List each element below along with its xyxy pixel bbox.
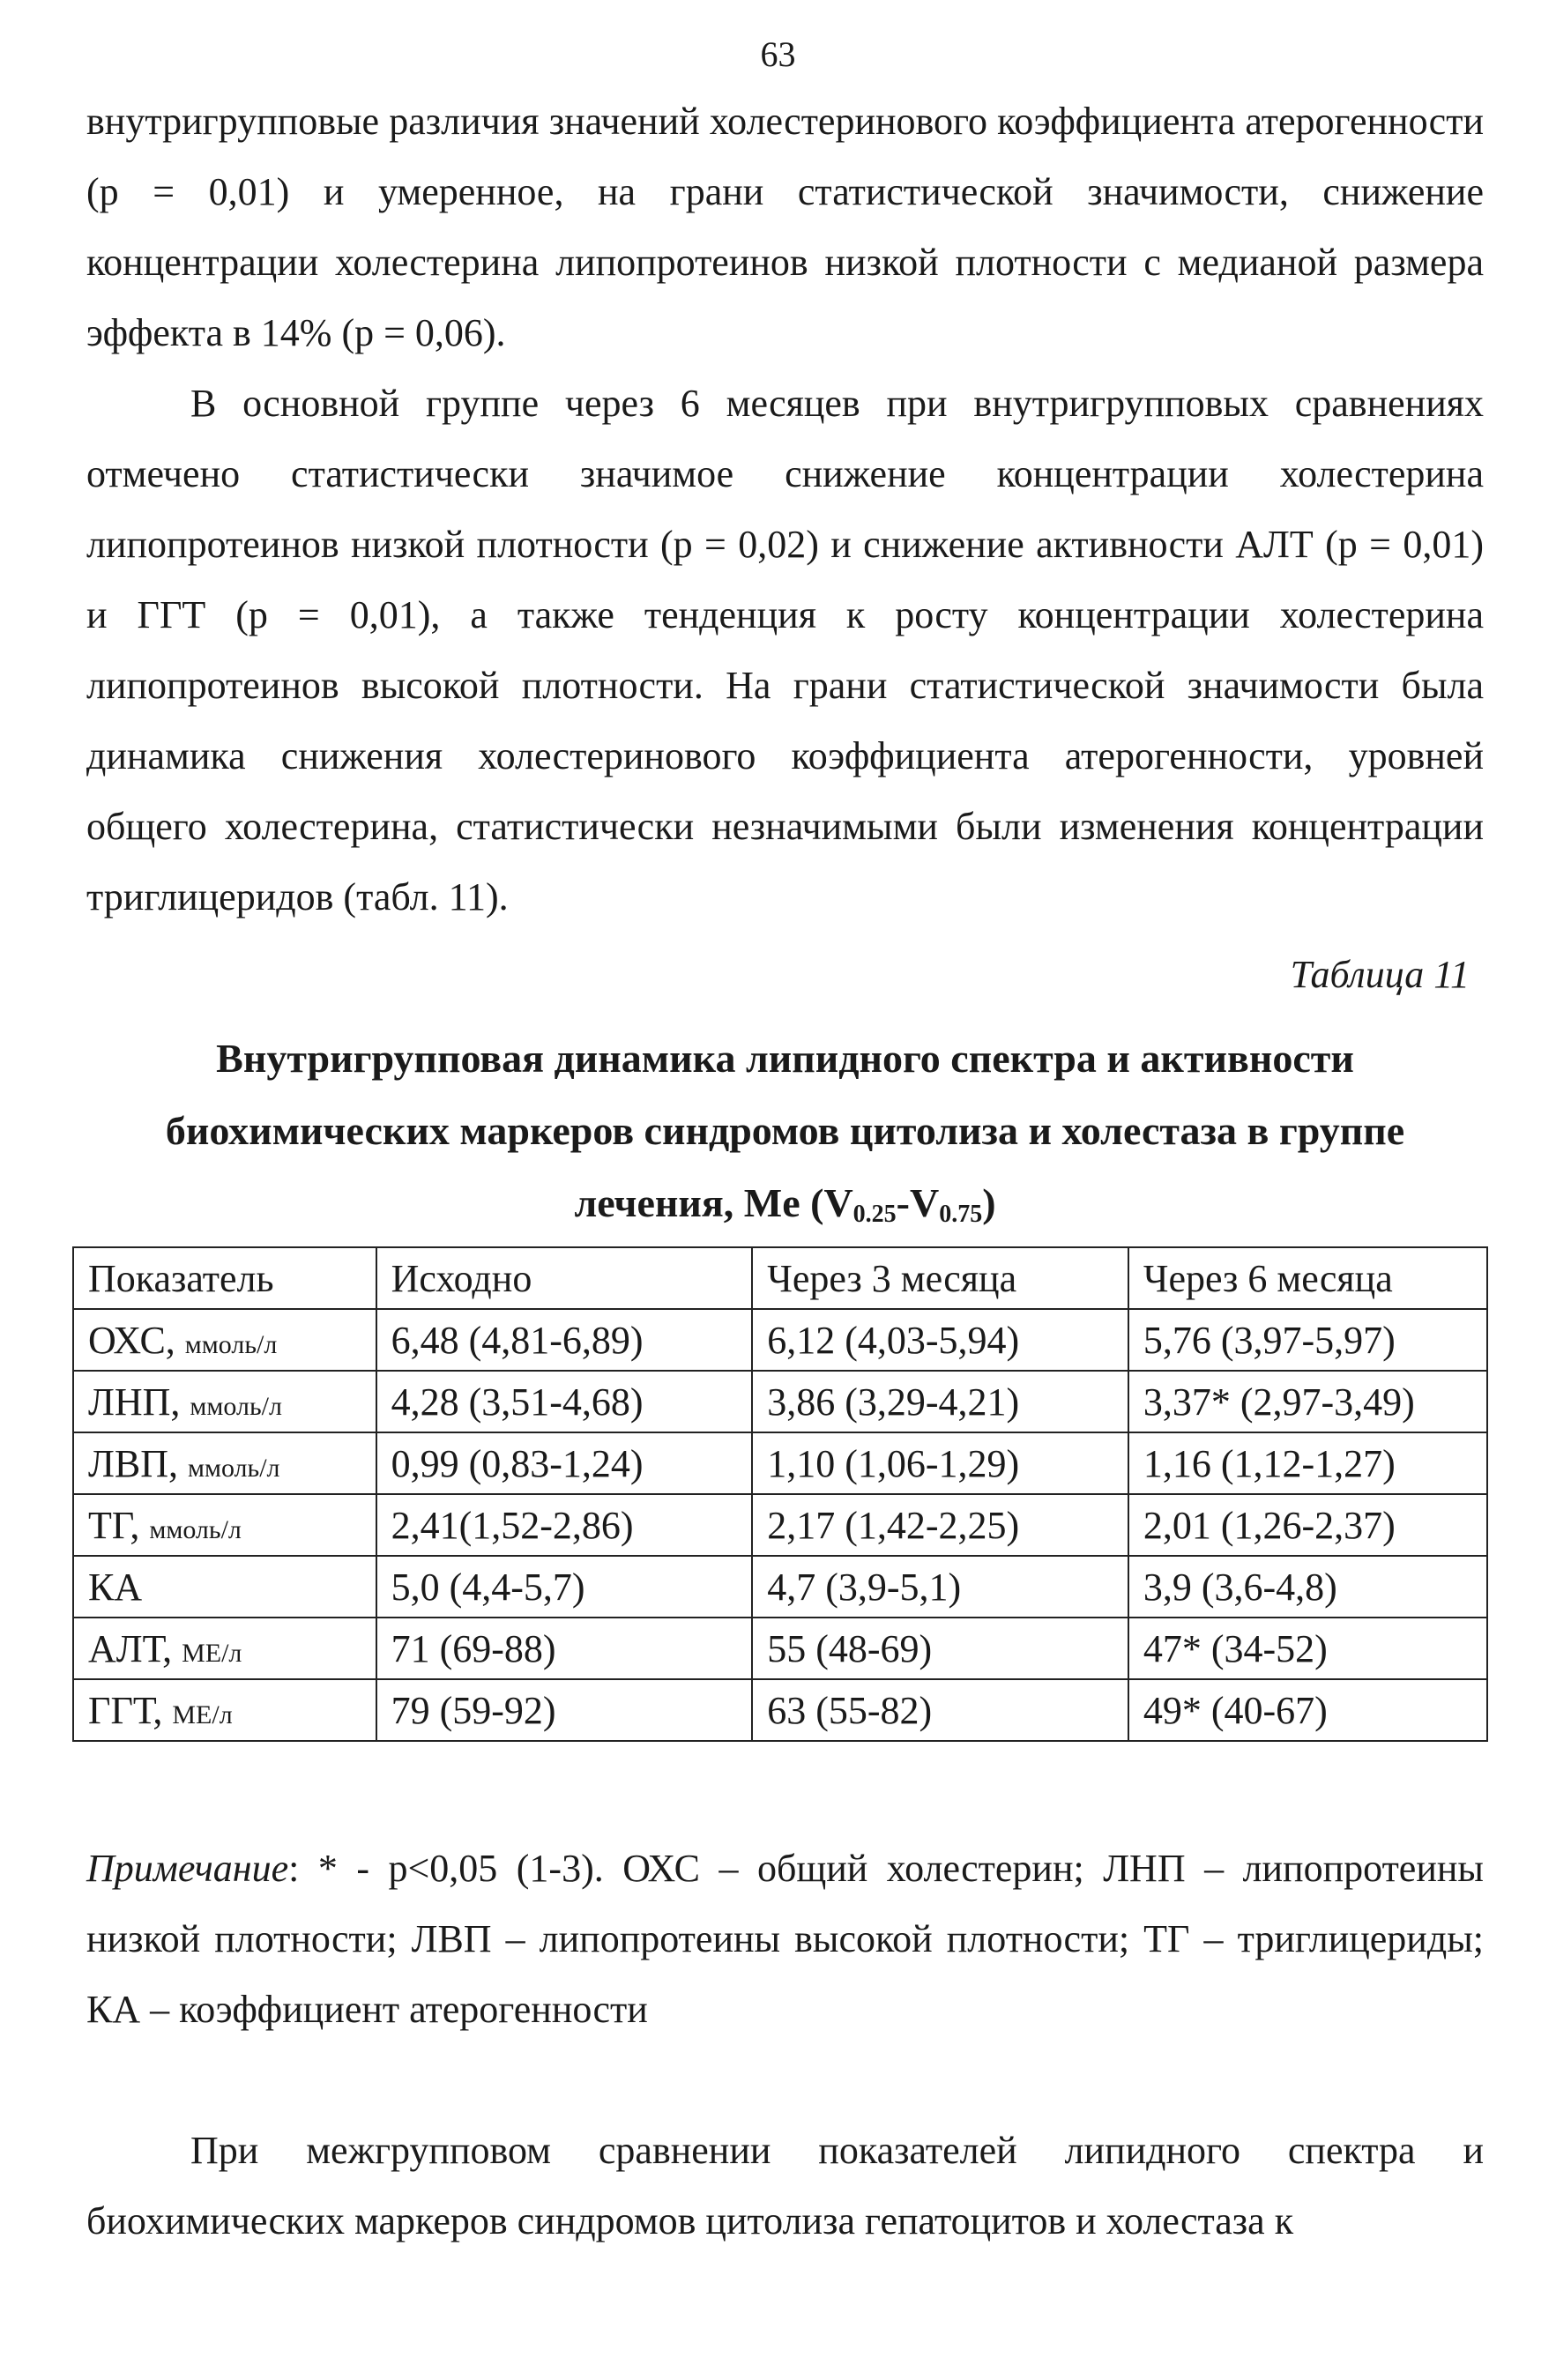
row-indicator [73, 1618, 376, 1679]
table-title-sub-2: 0.75 [939, 1201, 983, 1228]
row-indicator [73, 1556, 376, 1618]
indicator-unit: МЕ/л [182, 1638, 242, 1668]
cell-3-months: 55 (48-69) [752, 1618, 1128, 1679]
cell-baseline: 6,48 (4,81-6,89) [376, 1309, 753, 1371]
paragraph-2: В основной группе через 6 месяцев при внутригрупповых сравнениях отмечено статистически значимое снижение концентрации холестерина липопротеинов низкой плотности (р = 0,02) и снижение активности АЛТ (р = 0,01) и ГГТ (р = 0,01), а также тенденция к росту концентрации холестерина липопротеинов высокой плотности. На грани статистической значимости была динамика снижения холестеринового коэффициента атерогенности, уровней общего холестерина, статистически незначимыми были изменения концентрации триглицеридов (табл. 11). [86, 382, 1484, 919]
row-indicator [73, 1679, 376, 1741]
cell-3-months: 4,7 (3,9-5,1) [752, 1556, 1128, 1618]
indicator-unit: МЕ/л [172, 1699, 233, 1729]
table-note [86, 1833, 1484, 2045]
cell-6-months: 3,9 (3,6-4,8) [1128, 1556, 1487, 1618]
cell-baseline: 79 (59-92) [376, 1679, 753, 1741]
data-table [72, 1246, 1488, 1742]
table-title-sub-1: 0.25 [852, 1201, 897, 1228]
table-row [73, 1371, 1487, 1432]
indicator-name: ТГ, [88, 1503, 140, 1547]
note-label: Примечание [86, 1847, 289, 1890]
table-row [73, 1309, 1487, 1371]
note-text: : * - p<0,05 (1-3). ОХС – общий холестерин; ЛНП – липопротеины низкой плотности; ЛВП – липопротеины высокой плотности; ТГ – триглицериды; КА – коэффициент атерогенности [86, 1847, 1484, 2031]
table-header-row [73, 1247, 1487, 1309]
cell-baseline: 71 (69-88) [376, 1618, 753, 1679]
cell-3-months: 1,10 (1,06-1,29) [752, 1432, 1128, 1494]
table-row [73, 1494, 1487, 1556]
table-label: Таблица 11 [1290, 953, 1470, 996]
table-row [73, 1679, 1487, 1741]
cell-6-months: 1,16 (1,12-1,27) [1128, 1432, 1487, 1494]
indicator-name: ОХС, [88, 1318, 175, 1362]
paragraph-3: При межгрупповом сравнении показателей липидного спектра и биохимических маркеров синдромов цитолиза гепатоцитов и холестаза к [86, 2129, 1484, 2242]
cell-3-months: 2,17 (1,42-2,25) [752, 1494, 1128, 1556]
header-indicator: Показатель [73, 1247, 376, 1309]
row-indicator [73, 1371, 376, 1432]
header-baseline: Исходно [376, 1247, 753, 1309]
table-row [73, 1432, 1487, 1494]
table-title [86, 1023, 1484, 1251]
cell-baseline: 5,0 (4,4-5,7) [376, 1556, 753, 1618]
indicator-name: АЛТ, [88, 1626, 173, 1670]
indicator-name: ЛНП, [88, 1380, 181, 1424]
cell-baseline: 2,41(1,52-2,86) [376, 1494, 753, 1556]
indicator-name: ЛВП, [88, 1441, 178, 1485]
indicator-unit: ммоль/л [184, 1329, 278, 1359]
table-title-main: Внутригрупповая динамика липидного спектра и активности биохимических маркеров синдромов цитолиза и холестаза в группе лечения, Me (V [165, 1036, 1405, 1225]
cell-6-months: 3,37* (2,97-3,49) [1128, 1371, 1487, 1432]
cell-6-months: 2,01 (1,26-2,37) [1128, 1494, 1487, 1556]
cell-6-months: 49* (40-67) [1128, 1679, 1487, 1741]
indicator-name: КА [88, 1565, 143, 1609]
row-indicator [73, 1494, 376, 1556]
indicator-unit: ммоль/л [149, 1514, 242, 1544]
table-title-mid: -V [896, 1180, 940, 1225]
page-number: 63 [760, 34, 796, 74]
indicator-unit: ммоль/л [190, 1391, 282, 1421]
row-indicator [73, 1432, 376, 1494]
header-6-months: Через 6 месяца [1128, 1247, 1487, 1309]
table-row [73, 1618, 1487, 1679]
table-row [73, 1556, 1487, 1618]
cell-6-months: 47* (34-52) [1128, 1618, 1487, 1679]
indicator-name: ГГТ, [88, 1688, 163, 1732]
cell-3-months: 3,86 (3,29-4,21) [752, 1371, 1128, 1432]
cell-baseline: 4,28 (3,51-4,68) [376, 1371, 753, 1432]
cell-6-months: 5,76 (3,97-5,97) [1128, 1309, 1487, 1371]
cell-3-months: 6,12 (4,03-5,94) [752, 1309, 1128, 1371]
cell-baseline: 0,99 (0,83-1,24) [376, 1432, 753, 1494]
header-3-months: Через 3 месяца [752, 1247, 1128, 1309]
row-indicator [73, 1309, 376, 1371]
cell-3-months: 63 (55-82) [752, 1679, 1128, 1741]
paragraph-1: внутригрупповые различия значений холестеринового коэффициента атерогенности (р = 0,01) и умеренное, на грани статистической значимости, снижение концентрации холестерина липопротеинов низкой плотности с медианой размера эффекта в 14% (р = 0,06). [86, 100, 1484, 354]
table-title-end: ) [982, 1180, 996, 1225]
indicator-unit: ммоль/л [187, 1453, 280, 1483]
